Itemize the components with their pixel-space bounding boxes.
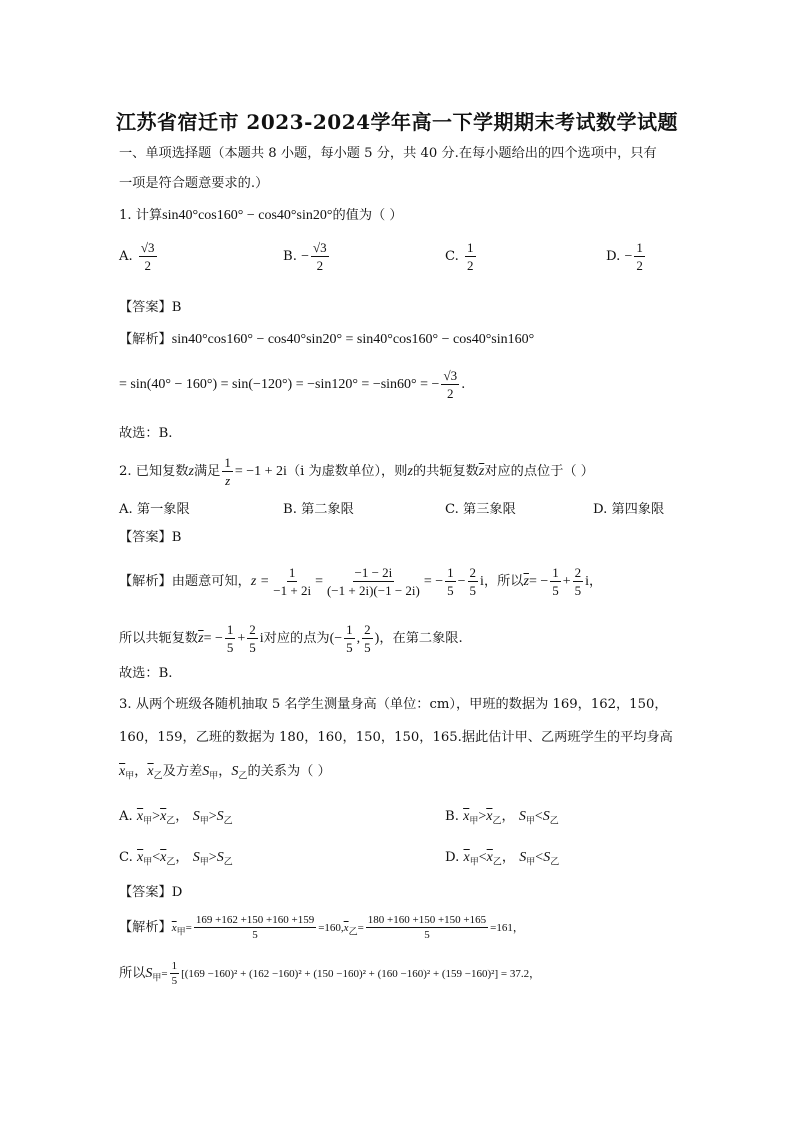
q3-option-d: D. $\overline{x}_甲<\overline{x}_乙$， $S_甲<S_乙$ xyxy=(445,850,560,868)
q3-option-c: C. $\overline{x}_甲<\overline{x}_乙$， $S_甲>S_乙$ xyxy=(119,850,233,868)
q1-analysis-line2: = sin(40° − 160°) = sin(−120°) = −sin120° = −sin60° = − $\frac{√3}{2}$ . xyxy=(119,368,466,401)
q1-answer: 【答案】B xyxy=(119,300,182,315)
q1-analysis-line1: 【解析】sin40°cos160° − cos40°sin20° = sin40°cos160° − cos40°sin160° xyxy=(119,332,535,347)
q1-option-a: A. $\frac{√3}{2}$ xyxy=(119,240,155,273)
q3-answer: 【答案】D xyxy=(119,885,183,900)
q3-analysis-line2: 所以$S_甲=$ $\frac{1}{5}$ [(169 −160)² + (162 −160)² + (150 −160)² + (160 −160)² + (159 −160)²] = 37.2， xyxy=(119,960,541,987)
q2-option-d: D. 第四象限 xyxy=(593,502,665,517)
q2-option-c: C. 第三象限 xyxy=(445,502,516,517)
q2-option-a: A. 第一象限 xyxy=(119,502,190,517)
section-header-line1: 一、单项选择题（本题共 8 小题，每小题 5 分，共 40 分.在每小题给出的四个选项中，只有 xyxy=(119,146,657,161)
section-header-line2: 一项是符合题意要求的.） xyxy=(119,176,269,191)
q1-option-d: D. − $\frac{1}{2}$ xyxy=(606,240,643,273)
q3-analysis-line1: 【解析】$\overline{x}_甲=$ $\frac{169 +162 +150 +160 +159}{5}$ $=160,\overline{x}_乙=$ $\frac{180 +160 +150 +150 +165}{5}$ =161， xyxy=(119,914,524,941)
q2-analysis-line1: 【解析】由题意可知，z = $\frac{1}{-1 + 2i}$ = $\frac{-1 - 2i}{(-1 + 2i)(-1 - 2i)}$ = − $\frac{1}{5}$ − $\frac{2}{5}$ i，所以$\overline{z}=$ − $\frac{1}{5}$ + $\frac{2}{5}$ i， xyxy=(119,565,603,598)
q2-option-b: B. 第二象限 xyxy=(283,502,354,517)
q3-option-a: A. $\overline{x}_甲>\overline{x}_乙$， $S_甲>S_乙$ xyxy=(119,809,233,827)
page-title: 江苏省宿迁市 2023-2024学年高一下学期期末考试数学试题 xyxy=(115,110,679,134)
q3-stem-line1: 3. 从两个班级各随机抽取 5 名学生测量身高（单位：cm），甲班的数据为 169，162，150， xyxy=(119,697,668,712)
q2-stem: 2. 已知复数z满足 $\frac{1}{z}$ = −1 + 2i（i 为虚数单位），则z的共轭复数$\overline{z}$对应的点位于（ ） xyxy=(119,455,594,488)
q2-answer: 【答案】B xyxy=(119,530,182,545)
q1-stem: 1. 计算sin40°cos160° − cos40°sin20°的值为（ ） xyxy=(119,208,403,223)
q3-stem-line2: 160，159，乙班的数据为 180，160，150，150，165.据此估计甲、乙两班学生的平均身高 xyxy=(119,730,673,745)
q3-option-b: B. $\overline{x}_甲>\overline{x}_乙$， $S_甲<S_乙$ xyxy=(445,809,559,827)
q2-choose: 故选：B. xyxy=(119,666,173,681)
q1-option-b: B. − $\frac{√3}{2}$ xyxy=(283,240,327,273)
q2-analysis-line2: 所以共轭复数$\overline{z}=$ − $\frac{1}{5}$ + $\frac{2}{5}$ i对应的点为(− $\frac{1}{5}$ , $\frac{2}{5}$ )，在第二象限. xyxy=(119,622,463,655)
q1-choose: 故选：B. xyxy=(119,426,173,441)
q3-stem-line3: $\overline{x}_甲$，$\overline{x}_乙$及方差$S_甲$，$S_乙$的关系为（ ） xyxy=(119,764,331,782)
q1-option-c: C. $\frac{1}{2}$ xyxy=(445,240,474,273)
